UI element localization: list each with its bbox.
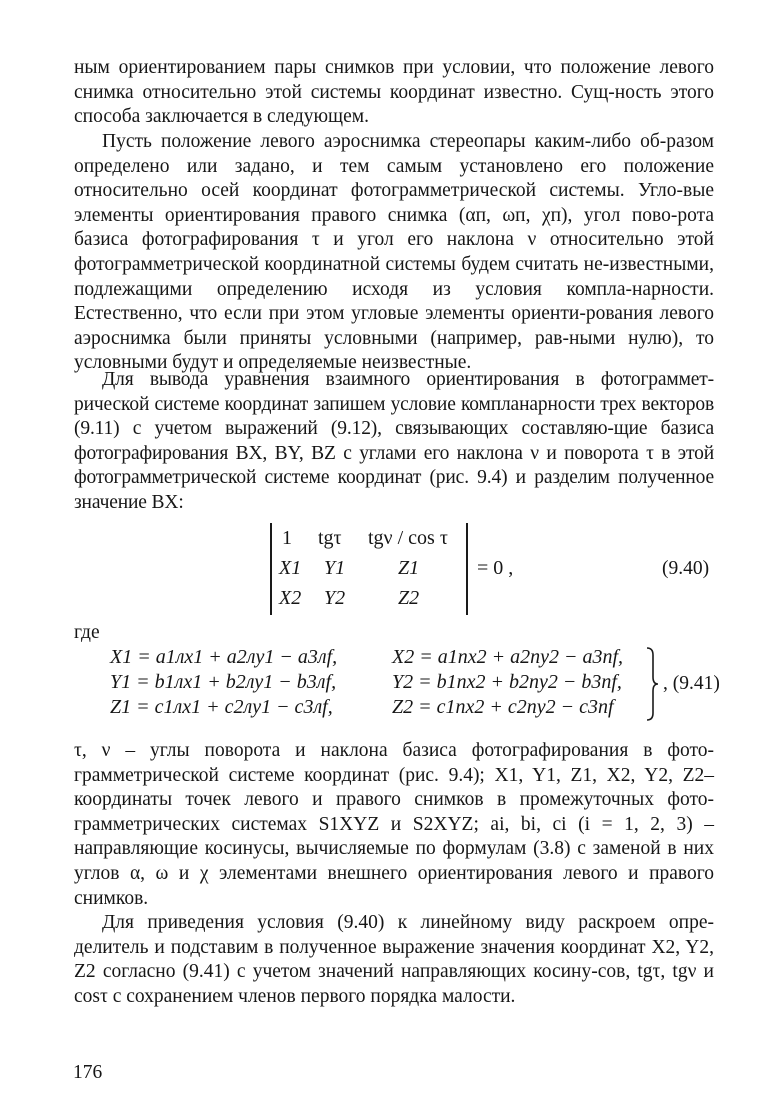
system-row-3-right: Z2 = c1пx2 + c2пy2 − c3пf xyxy=(392,696,614,718)
determinant-left-bar xyxy=(270,523,272,615)
det-cell-1-2: tgτ xyxy=(318,527,342,549)
system-row-2 xyxy=(110,670,655,696)
system-row-3 xyxy=(110,695,655,721)
system-row-1 xyxy=(110,645,655,671)
det-cell-2-1: X1 xyxy=(279,557,302,579)
determinant-9-40 xyxy=(270,523,470,615)
paragraph-3: Для вывода уравнения взаимного ориентирования в фотограммет-рической системе координат запишем условие компланарности трех векторов (9.11) с учетом выражений (9.12), связывающих составляю-щие базиса фотографирования BX, BY, BZ с углами его наклона ν и поворота τ в этой фотограмметрической системе координат (рис. 9.4) и разделим полученное значение BX: xyxy=(74,369,714,513)
det-cell-3-3: Z2 xyxy=(398,587,420,609)
det-cell-1-3: tgν / cos τ xyxy=(368,527,448,549)
determinant-rhs: = 0 , xyxy=(477,557,514,579)
equation-system-9-41 xyxy=(110,645,655,723)
system-row-3-left: Z1 = c1лx1 + c2лy1 − c3лf, xyxy=(110,696,333,718)
paragraph-1: ным ориентированием пары снимков при условии, что положение левого снимка относительно этой системы координат известно. Сущ-ность этого способа заключается в следующем. xyxy=(74,57,714,128)
paragraph-4: τ, ν – углы поворота и наклона базиса фотографирования в фото-грамметрической системе координат (рис. 9.4); X1, Y1, Z1, X2, Y2, Z2– координаты точек левого и правого снимков в промежуточных фото-грамметрических системах S1XYZ и S2XYZ; ai, bi, ci (i = 1, 2, 3) – направляющие косинусы, вычисляемые по формулам (3.8) с заменой в них углов α, ω и χ элементами внешнего ориентирования левого и правого снимков. xyxy=(74,740,714,909)
system-row-1-right: X2 = a1пx2 + a2пy2 − a3пf, xyxy=(392,646,624,668)
system-row-2-right: Y2 = b1пx2 + b2пy2 − b3пf, xyxy=(392,671,622,693)
det-cell-3-2: Y2 xyxy=(324,587,346,609)
det-cell-3-1: X2 xyxy=(279,587,302,609)
system-row-2-left: Y1 = b1лx1 + b2лy1 − b3лf, xyxy=(110,671,337,693)
det-cell-1-1: 1 xyxy=(282,527,292,549)
determinant-right-bar xyxy=(466,523,468,615)
paragraph-2: Пусть положение левого аэроснимка стереопары каким-либо об-разом определено или задано, и тем самым установлено его положение относительно осей координат фотограмметрической системы. Угло-вые элементы ориентирования правого снимка (αп, ωп, χп), угол пово-рота базиса фотографирования τ и угол его наклона ν относительно этой фотограмметрической координатной системы будем считать не-известными, подлежащими определению исходя из условия компла-нарности. Естественно, что если при этом угловые элементы ориенти-рования левого аэроснимка были приняты условными (например, рав-ными нулю), то условными будут и определяемые неизвестные. xyxy=(74,131,714,374)
paragraph-5: Для приведения условия (9.40) к линейному виду раскроем опре-делитель и подставим в полученное выражение значения координат X2, Y2, Z2 согласно (9.41) с учетом значений направляющих косину-сов, tgτ, tgν и cosτ с сохранением членов первого порядка малости. xyxy=(74,912,714,1007)
det-cell-2-2: Y1 xyxy=(324,557,346,579)
equation-number-9-40: (9.40) xyxy=(662,558,710,579)
det-cell-2-3: Z1 xyxy=(398,557,420,579)
right-brace xyxy=(645,647,659,721)
page-number: 176 xyxy=(73,1062,103,1083)
equation-number-9-41: , (9.41) xyxy=(663,673,720,694)
system-row-1-left: X1 = a1лx1 + a2лy1 − a3лf, xyxy=(110,646,338,668)
where-label: где xyxy=(74,622,100,643)
